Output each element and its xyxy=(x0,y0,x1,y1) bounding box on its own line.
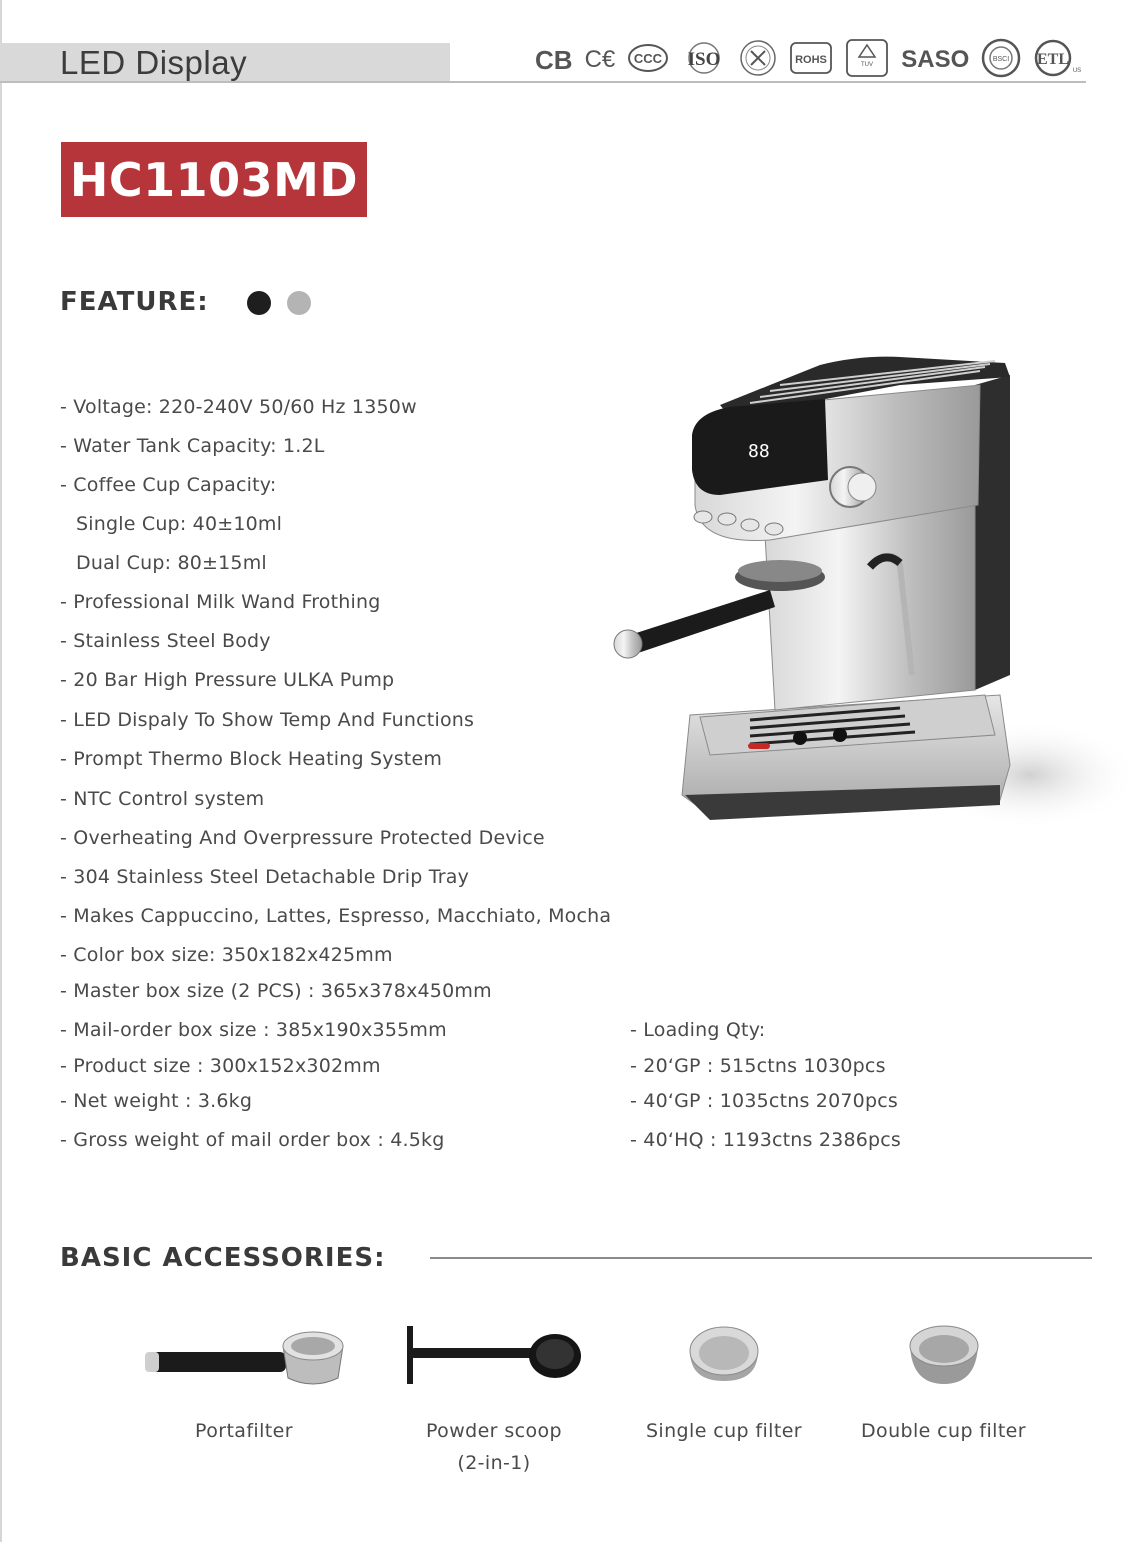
feature-heading: FEATURE: xyxy=(60,287,209,317)
accessory-label-single-cup-filter xyxy=(619,1415,829,1447)
accessories-heading: BASIC ACCESSORIES: xyxy=(60,1243,386,1273)
spec-item: - Prompt Thermo Block Heating System xyxy=(60,748,443,770)
model-number-badge: HC1103MD xyxy=(61,142,367,217)
color-option-black xyxy=(247,291,271,315)
accessory-label-line: Single cup filter xyxy=(645,1420,803,1442)
bsci-logo-icon xyxy=(981,38,1021,82)
etl-logo-icon xyxy=(1033,38,1083,82)
packing-item: - Product size : 300x152x302mm xyxy=(60,1055,381,1077)
spec-item: - Coffee Cup Capacity: xyxy=(60,474,277,496)
spec-item: - Overheating And Overpressure Protected Device xyxy=(60,827,545,849)
svg-text:ISO: ISO xyxy=(687,49,721,70)
spec-item: - Stainless Steel Body xyxy=(60,630,271,652)
spec-item: - LED Dispaly To Show Temp And Functions xyxy=(60,709,475,731)
accessory-label-line: Double cup filter xyxy=(861,1420,1026,1442)
portafilter-image xyxy=(143,1318,348,1393)
svg-text:ETL: ETL xyxy=(1037,51,1070,68)
spec-item: - Water Tank Capacity: 1.2L xyxy=(60,435,325,457)
accessory-label-powder-scoop xyxy=(394,1415,594,1479)
ccc-logo-icon xyxy=(627,43,669,77)
spec-item: - 304 Stainless Steel Detachable Drip Tray xyxy=(60,866,470,888)
certification-logos xyxy=(535,40,1083,80)
loading-qty-item: - 20‘GP : 515ctns 1030pcs xyxy=(630,1055,886,1077)
spec-item: - Voltage: 220-240V 50/60 Hz 1350w xyxy=(60,396,417,418)
loading-qty-item: - Loading Qty: xyxy=(630,1019,766,1041)
double-cup-filter-image xyxy=(906,1322,982,1386)
accessory-label-line: Portafilter xyxy=(195,1420,293,1442)
spec-item: - Color box size: 350x182x425mm xyxy=(60,944,393,966)
saso-logo: SASO xyxy=(901,46,970,73)
ce-logo: C€ xyxy=(584,46,616,73)
accessory-label-line: (2-in-1) xyxy=(457,1452,531,1474)
packing-item: - Net weight : 3.6kg xyxy=(60,1090,253,1112)
packing-item: - Gross weight of mail order box : 4.5kg xyxy=(60,1129,445,1151)
accessory-label-double-cup-filter xyxy=(836,1415,1051,1447)
powder-scoop-image xyxy=(405,1322,585,1387)
lfgb-food-safe-icon xyxy=(739,39,777,81)
spec-item: - Makes Cappuccino, Lattes, Espresso, Macchiato, Mocha xyxy=(60,905,612,927)
page-title: LED Display xyxy=(60,44,248,81)
accessories-divider xyxy=(430,1257,1092,1259)
svg-text:CCC: CCC xyxy=(634,51,663,66)
loading-qty-item: - 40‘HQ : 1193ctns 2386pcs xyxy=(630,1129,902,1151)
rohs-logo-icon xyxy=(789,40,833,80)
espresso-machine-image xyxy=(600,345,1128,855)
accessory-label-line: Powder scoop xyxy=(425,1420,562,1442)
spec-item: Dual Cup: 80±15ml xyxy=(76,552,267,574)
iso-logo-icon xyxy=(681,41,727,79)
color-option-silver xyxy=(287,291,311,315)
svg-text:TUV: TUV xyxy=(861,62,874,68)
packing-item: - Mail-order box size : 385x190x355mm xyxy=(60,1019,447,1041)
spec-item: Single Cup: 40±10ml xyxy=(76,513,283,535)
svg-text:BSCI: BSCI xyxy=(993,56,1010,63)
spec-item: - Master box size (2 PCS) : 365x378x450mm xyxy=(60,980,492,1002)
spec-item: - NTC Control system xyxy=(60,788,265,810)
left-page-rule xyxy=(0,0,2,1542)
single-cup-filter-image xyxy=(686,1323,762,1385)
spec-item: - 20 Bar High Pressure ULKA Pump xyxy=(60,669,395,691)
cb-logo: CB xyxy=(535,44,573,75)
loading-qty-item: - 40‘GP : 1035ctns 2070pcs xyxy=(630,1090,898,1112)
machine-led-display: 88 xyxy=(748,441,770,462)
tuv-logo-icon xyxy=(845,38,889,82)
svg-text:US: US xyxy=(1073,68,1082,74)
svg-text:ROHS: ROHS xyxy=(795,54,828,66)
accessory-label-portafilter xyxy=(144,1415,344,1447)
spec-item: - Professional Milk Wand Frothing xyxy=(60,591,381,613)
